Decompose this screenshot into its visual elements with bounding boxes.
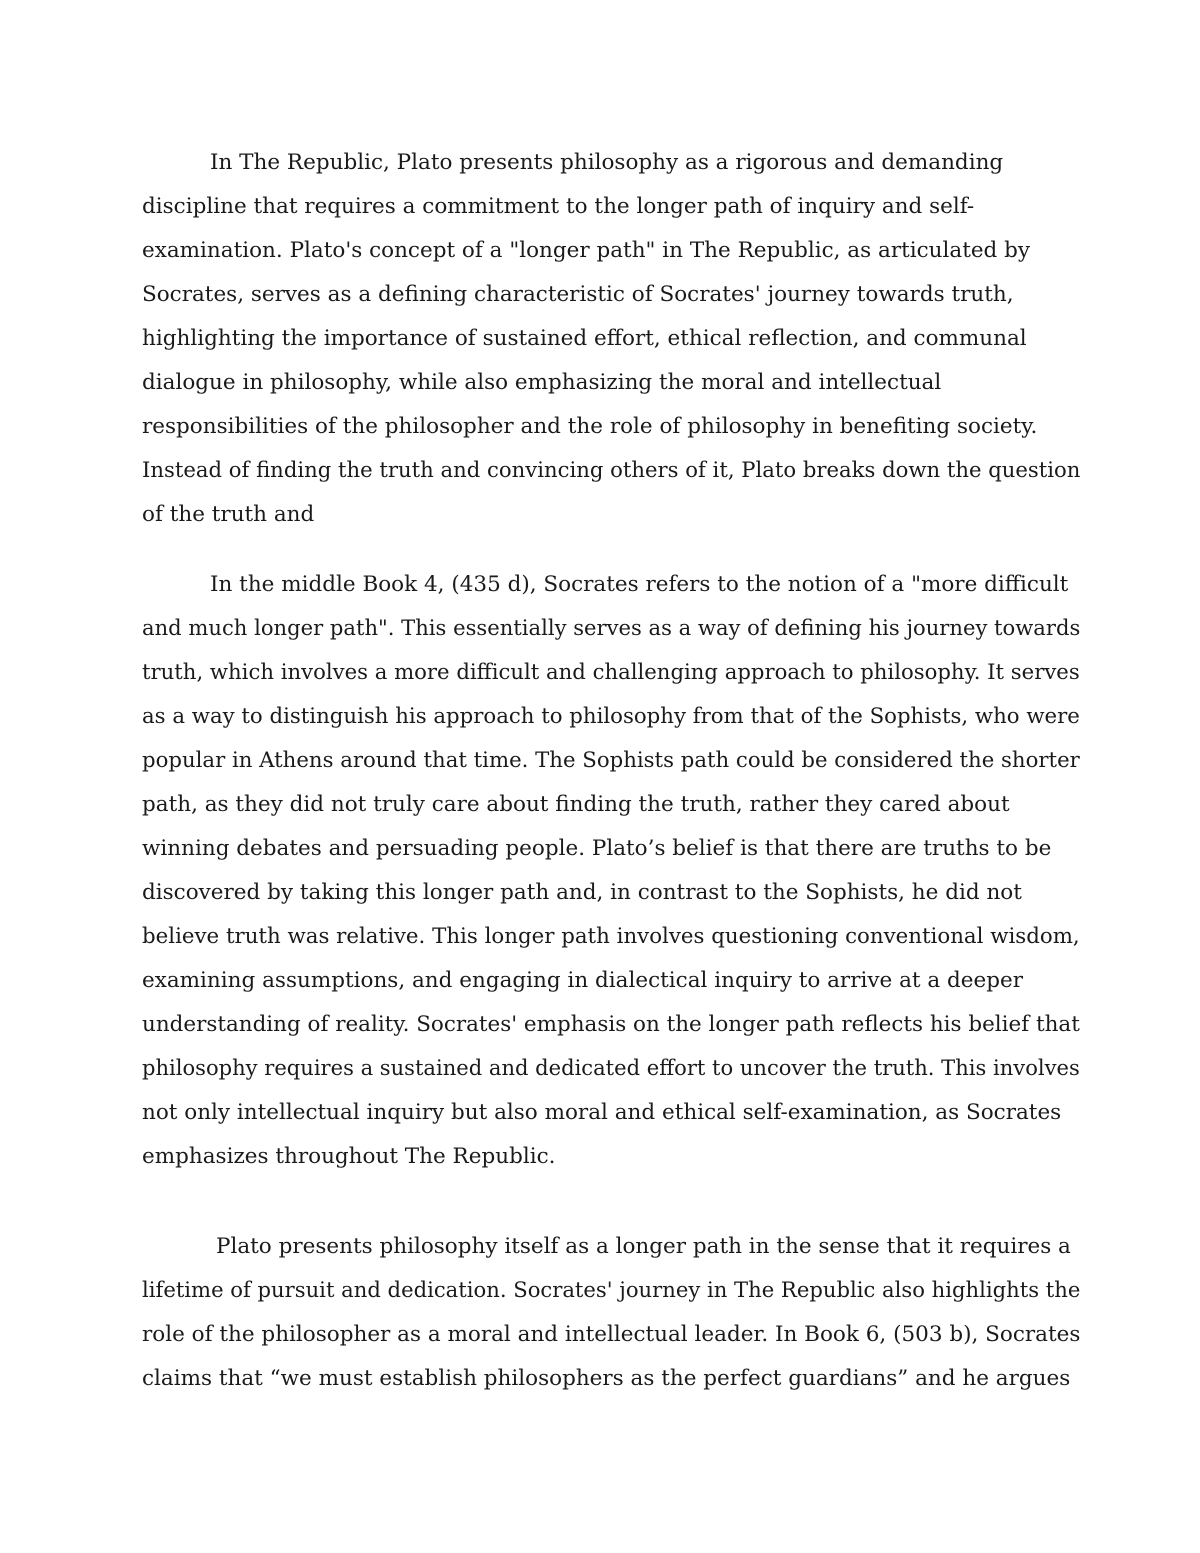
paragraph-2-line-12: philosophy requires a sustained and dedicated effort to uncover the truth. This involves: [142, 1056, 1080, 1081]
paragraph-2-line-14: emphasizes throughout The Republic.: [142, 1144, 556, 1169]
paragraph-1-line-8: Instead of finding the truth and convincing others of it, Plato breaks down the question: [142, 458, 1081, 483]
paragraph-1-line-2: discipline that requires a commitment to the longer path of inquiry and self-: [142, 194, 975, 219]
paragraph-1-line-5: highlighting the importance of sustained effort, ethical reflection, and communal: [142, 326, 1027, 351]
paragraph-2-line-10: examining assumptions, and engaging in dialectical inquiry to arrive at a deeper: [142, 968, 1023, 993]
paragraph-3-line-4: claims that “we must establish philosophers as the perfect guardians” and he argues: [142, 1366, 1071, 1391]
paragraph-2-line-13: not only intellectual inquiry but also moral and ethical self-examination, as Socrates: [142, 1100, 1062, 1125]
paragraph-2-line-1: In the middle Book 4, (435 d), Socrates refers to the notion of a "more difficult: [210, 572, 1069, 597]
paragraph-1-line-1: In The Republic, Plato presents philosophy as a rigorous and demanding: [210, 150, 1004, 175]
paragraph-1-line-3: examination. Plato's concept of a "longer path" in The Republic, as articulated by: [142, 238, 1031, 263]
paragraph-1-line-4: Socrates, serves as a defining characteristic of Socrates' journey towards truth,: [142, 282, 1014, 307]
paragraph-3-line-3: role of the philosopher as a moral and intellectual leader. In Book 6, (503 b), Socrates: [142, 1322, 1081, 1347]
paragraph-2-line-2: and much longer path". This essentially serves as a way of defining his journey towards: [142, 616, 1081, 641]
paragraph-1-line-7: responsibilities of the philosopher and the role of philosophy in benefiting society.: [142, 414, 1038, 439]
paragraph-2-line-9: believe truth was relative. This longer path involves questioning conventional wisdom,: [142, 924, 1080, 949]
paragraph-3-line-1: Plato presents philosophy itself as a longer path in the sense that it requires a: [216, 1234, 1071, 1259]
paragraph-2-line-6: path, as they did not truly care about finding the truth, rather they cared about: [142, 792, 1010, 817]
paragraph-3-line-2: lifetime of pursuit and dedication. Socrates' journey in The Republic also highlights the: [142, 1278, 1081, 1303]
paragraph-2-line-7: winning debates and persuading people. Plato’s belief is that there are truths to be: [142, 836, 1052, 861]
paragraph-2-line-4: as a way to distinguish his approach to philosophy from that of the Sophists, who were: [142, 704, 1080, 729]
paragraph-2-line-5: popular in Athens around that time. The Sophists path could be considered the shorter: [142, 748, 1080, 773]
paragraph-2-line-3: truth, which involves a more difficult and challenging approach to philosophy. It serves: [142, 660, 1080, 685]
paragraph-2-line-11: understanding of reality. Socrates' emphasis on the longer path reflects his belief that: [142, 1012, 1080, 1037]
paragraph-1-line-9: of the truth and: [142, 502, 315, 527]
paragraph-2-line-8: discovered by taking this longer path and, in contrast to the Sophists, he did not: [142, 880, 1022, 905]
paragraph-1-line-6: dialogue in philosophy, while also emphasizing the moral and intellectual: [142, 370, 942, 395]
